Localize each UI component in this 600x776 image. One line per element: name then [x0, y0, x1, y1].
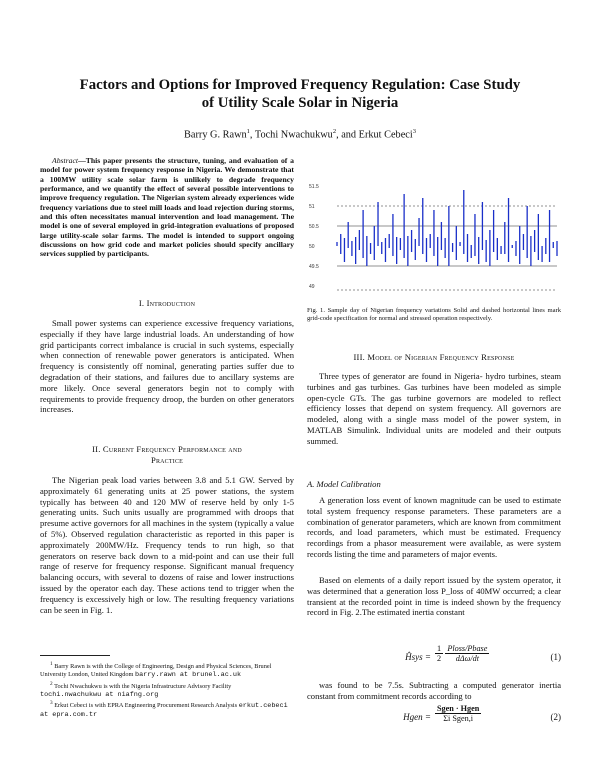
y-tick-label: 49.5 — [309, 264, 319, 270]
section-2-heading-line-1: II. Current Frequency Performance and — [92, 444, 242, 454]
equation-2-number: (2) — [550, 712, 561, 722]
frequency-series — [337, 190, 557, 266]
y-tick-label: 51.5 — [309, 184, 319, 190]
section-3-paragraph: Three types of generator are found in Nigeria- hydro turbines, steam turbines and gas turbines. Gas turbines have been modeled as simple open-cycle GTs. The gas turbine governors are modeled to reflect efficiency losses that depend on system frequency. All governors are modeled, along with a single mass model of the power system, in MATLAB Simulink. Individual units are modeled and their outputs summed. — [307, 371, 561, 446]
paper-title — [40, 76, 560, 112]
section-3-heading: III. Model of Nigerian Frequency Response — [353, 352, 515, 362]
y-tick-label: 51 — [309, 204, 315, 210]
abstract-text: —This paper presents the structure, tuning, and evaluation of a model for power system frequency response in Nigeria. We demonstrate that a 100MW utility scale solar farm is unlikely to degrade frequency performance, and we quantify the effect of several possible interventions to improve frequency regulation. The Nigerian system already experiences wide frequency variations due to steel mill loads and load rejection during storms, and this often necessitates manual intervention and load management. The model is one of several employed in grid-integration evaluations of proposed large utility-scale solar farms. The model is intended to support ongoing discussions on how grid code and market policies should specify ancillary services supplied by participants. — [40, 156, 294, 259]
section-1-paragraph: Small power systems can experience excessive frequency variations, especially if they have large industrial loads. An understanding of how grid participants correct imbalance is crucial in such systems, especially when connection of renewable power generators is anticipated. When frequency is consistently off nominal, generating parties suffer due to degradation of their stations, and failures due to ancillary systems are more likely. Once several generators begin not to comply with requirements to provide frequency droop, the burden on other generators increases. — [40, 318, 294, 415]
author-1-sup: 1 — [246, 128, 250, 135]
author-3: and Erkut Cebeci — [341, 129, 413, 141]
equation-1-lhs: Ĥsys = — [405, 652, 431, 662]
y-tick-label: 50.5 — [309, 224, 319, 230]
author-list: Barry G. Rawn$^1$, Tochi Nwachukwu$^2$, and Erkut Cebeci$^3$ — [184, 128, 416, 141]
footnote-rule — [40, 655, 110, 656]
equation-2-lhs: Hgen = — [403, 712, 431, 722]
footnote-3: $^3$ Erkut Cebeci is with EPRA Engineering Procurement Research Analysis erkut.cebeci at epra.com.tr — [40, 700, 288, 719]
author-3-sup: 3 — [412, 128, 416, 135]
y-tick-label: 49 — [309, 284, 315, 290]
author-2-sup: 2 — [332, 128, 337, 135]
abstract — [40, 156, 294, 259]
figure-1-chart — [307, 172, 561, 300]
subsection-a-paragraph-1: A generation loss event of known magnitude can be used to estimate total system frequency response parameters. These parameters are a combination of generator parameters, which are known from commitment records, and load parameters, which must be estimated. Frequency recordings from a phasor measurement were available, as were system records listing the time and parameters of major events. — [307, 495, 561, 559]
equation-1 — [307, 644, 561, 672]
footnotes — [40, 660, 294, 719]
y-tick-label: 50 — [309, 244, 315, 250]
subsection-a-paragraph-3: was found to be 7.5s. Subtracting a computed generator inertia constant from commitment records according to — [307, 680, 561, 701]
title-line-2: of Utility Scale Solar in Nigeria — [201, 95, 399, 111]
y-tick-labels — [309, 184, 319, 290]
figure-1-caption: Fig. 1. Sample day of Nigerian frequency variations Solid and dashed horizontal lines mark grid-code specification for normal and stressed operation respectively. — [307, 307, 561, 323]
title-line-1: Factors and Options for Improved Frequency Regulation: Case Study — [79, 77, 521, 93]
author-2: Tochi Nwachukwu — [254, 129, 333, 141]
equation-2 — [307, 704, 561, 732]
section-2-heading — [40, 444, 294, 466]
equation-1-half: $\frac{1}{2}$ — [437, 644, 442, 663]
abstract-label: Abstract — [52, 156, 79, 165]
equation-1-ratio: $\frac{\text{Ploss/Pbase}}{\text{dΔω/dt}}$ — [447, 644, 488, 663]
section-1-heading: I. Introduction — [138, 298, 196, 308]
footnote-1: $^1$ Barry Rawn is with the College of Engineering, Design and Physical Sciences, Brunel University London, United Kingdom barry.rawn at brunel.ac.uk — [40, 661, 272, 680]
footnote-1-email: barry.rawn at brunel.ac.uk — [134, 671, 242, 680]
footnote-2-email: tochi.nwachukwu at niafng.org — [40, 691, 159, 700]
section-2-paragraph: The Nigerian peak load varies between 3.8 and 5.1 GW. Served by approximately 61 generating units at 25 power stations, the system typically has between 40 and 120 MW of reserve held by only 1-5 generating units. Such units usually are programmed with droops that presume active governors for all machines in the system (typically a value of 5%). Observed regulation characteristic as reported in this paper is approximately 200MW/Hz. Frequency tends to run high, so that generators on reserve back down to a mid-point and can use their full range of reserve for frequency response. Significant manual frequency balancing occurs, with several to dozens of raise and lower instructions issued by the operator each day. These actions tend to trigger when the frequency is excessively high or low. The resulting frequency variations can be seen in Fig. 1. — [40, 475, 294, 615]
footnote-2: $^2$ Tochi Nwachukwu is with the Nigeria Infrastructure Advisory Facility tochi.nwachukwu at niafng.org — [40, 680, 232, 700]
footnote-3-email: erkut.cebeci at epra.com.tr — [40, 702, 288, 719]
subsection-a-heading: A. Model Calibration — [307, 479, 381, 489]
equation-2-ratio: $\frac{\text{Sgen · Hgen}}{\text{Σi Sgen,i}}$ — [437, 704, 480, 723]
author-1: Barry G. Rawn — [184, 129, 247, 141]
section-2-heading-line-2: Practice — [150, 455, 184, 465]
subsection-a-paragraph-2: Based on elements of a daily report issued by the system operator, it was determined that a generation loss P_loss of 40MW occurred; a clear transient at the recorded point in time is indeed shown by the frequency record in Fig. 2.The estimated inertia constant — [307, 575, 561, 618]
equation-1-number: (1) — [550, 652, 561, 662]
